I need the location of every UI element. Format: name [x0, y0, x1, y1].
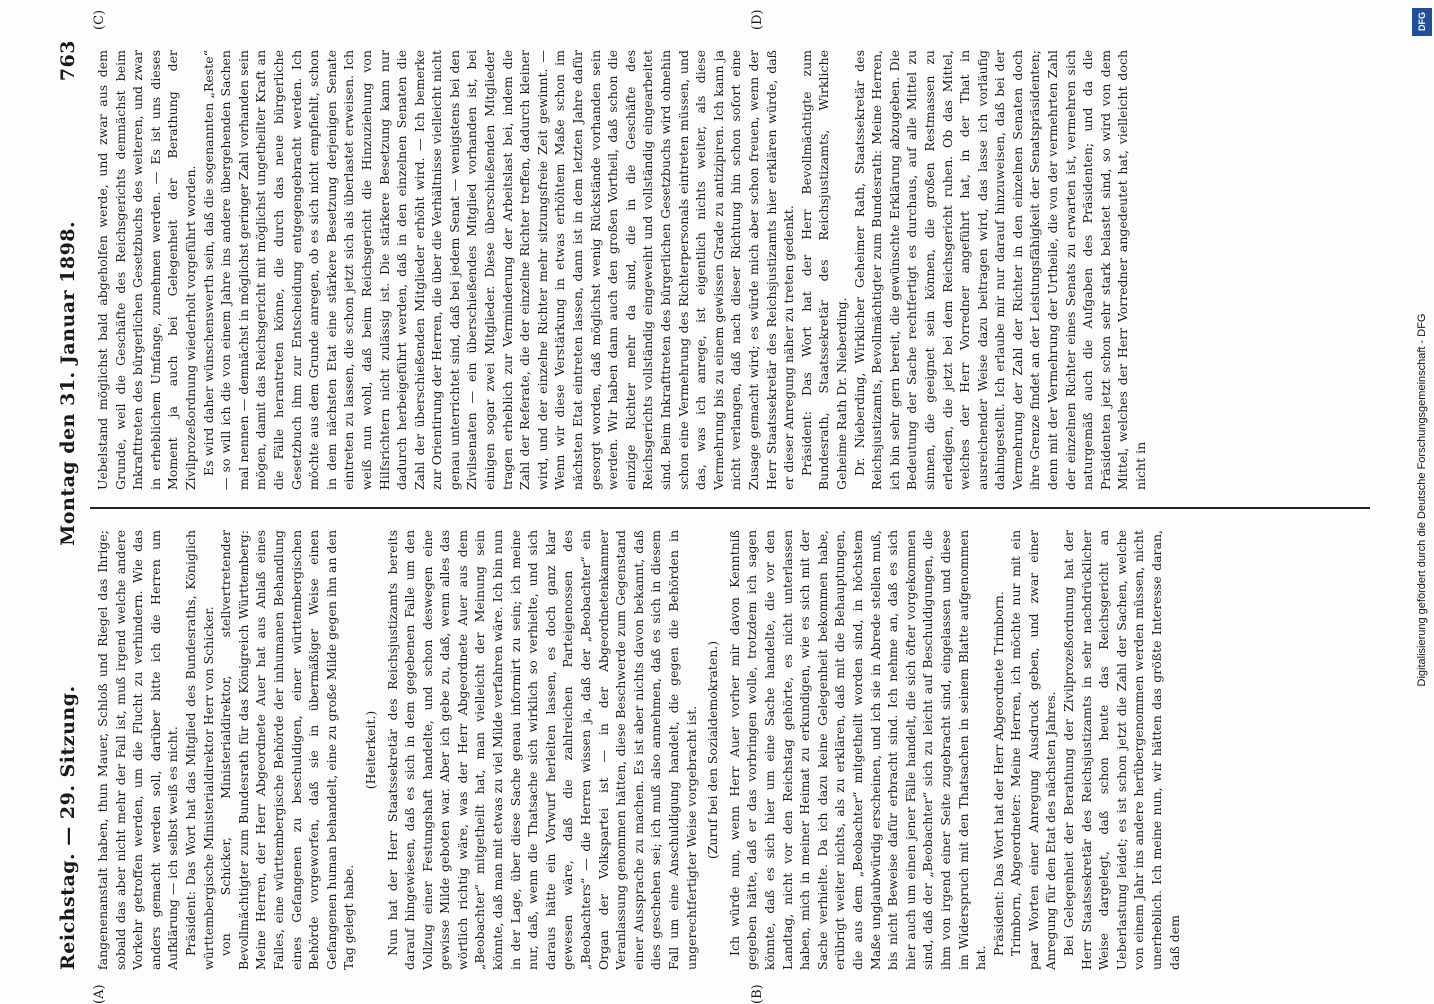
speaker-paragraph: Präsident: Das Wort hat das Mitglied des Bundesraths, Königlich württembergische Ministerialdirektor Herr von Schicker. — [182, 530, 216, 970]
paragraph: Bei Gelegenheit der Berathung der Zivilprozeßordnung hat der Herr Staatssekretär des Reichsjustizamts in sehr nachdrücklicher Weise dargelegt, daß schon heute das Reichsgericht an Ueberlastung leidet; es ist schon jetzt die Zahl der Sachen, welche von einem Jahr ins andere herübergenommen werden müssen, nicht unerheblich. Ich meine nun, wir hätten das größte Interesse daran, daß dem — [1061, 530, 1182, 970]
speech-paragraph: Trimborn, Abgeordneter: Meine Herren, ich möchte nur mit ein paar Worten einer Anregung Ausdruck geben, und zwar einer Anregung für den Etat des nächsten Jahres. — [1008, 530, 1059, 970]
margin-marker-c: (C) — [92, 9, 107, 30]
margin-marker-b: (B) — [750, 984, 765, 1004]
digitization-credit: Digitalisierung gefördert durch die Deutsche Forschungsgemeinschaft - DFG — [1416, 313, 1428, 687]
page-header — [50, 40, 86, 970]
header-session: Reichstag. — 29. Sitzung. — [57, 685, 79, 970]
page-number: 763 — [57, 40, 79, 82]
column-divider — [90, 507, 1370, 509]
paragraph: Es wird daher wünschenswerth sein, daß die sogenannten „Reste“ — so will ich die von einem Jahre ins andere übergehenden Sachen mal nennen — demnächst in möglichst geringer Zahl vorhanden sein mögen, damit das Reichsgericht mit möglichst ungetheilter Kraft an die Fälle herantreten könne, die durch das neue bürgerliche Gesetzbuch ihm zur Entscheidung entgegengebracht werden. Ich möchte aus dem Grunde anregen, ob es sich nicht empfiehlt, schon in dem nächsten Etat eine stärkere Besetzung derjenigen Senate eintreten zu lassen, die schon jetzt sich als überlastet erweisen. Ich weiß nun wohl, daß beim Reichsgericht die Hinzuziehung von Hilfsrichtern nicht zulässig ist. Die stärkere Besetzung kann nur dadurch herbeigeführt werden, daß in den einzelnen Senaten die Zahl der überschießenden Mitglieder erhöht wird. — Ich bemerke zur Orientirung der Herren, die über die Verhältnisse vielleicht nicht genau unterrichtet sind, daß bei jedem Senat — wenigstens bei den Zivilsenaten — ein überschießendes Mitglied vorhanden ist, bei einigen sogar zwei Mitglieder. Diese überschießenden Mitglieder tragen erheblich zur Verminderung der Arbeitslast bei, indem die Zahl der Referate, die der einzelne Richter treffen, dadurch kleiner wird, und der einzelne Richter mehr sitzungsfreie Zeit gewinnt. — Wenn wir diese Verstärkung in etwas erhöhtem Maße schon im nächsten Etat eintreten lassen, dann ist in dem letzten Jahre dafür gesorgt worden, daß möglichst wenig Rückstände vorhanden sein werden. Wir haben dann auch den großen Vortheil, daß schon die einzige Richter mehr da sind, die in die Geschäfte des Reichsgerichts vollständig eingeweiht und vollständig eingearbeitet sind. Beim Inkrafttreten des bürgerlichen Gesetzbuchs wird ohnehin schon eine Vermehrung des Richterpersonals eintreten müssen, und das, was ich anrege, ist eigentlich nichts weiter, als diese Vermehrung bis zu einem gewissen Grade zu antizipiren. Ich kann ja nicht verlangen, daß nach dieser Richtung hin schon sofort eine Zusage gemacht wird; es würde mich aber schon freuen, wenn der Herr Staatssekretär des Reichsjustizamts hier erklären würde, daß er dieser Anregung näher zu treten gedenkt. — [200, 50, 797, 490]
paragraph: Ich würde nun, wenn Herr Auer vorher mir davon Kenntniß gegeben hätte, daß er das vorbringen wolle, trotzdem ich sagen könnte, daß es sich hier um eine Sache handelte, die vor den Landtag, nicht vor den Reichstag gehörte, es nicht unterlassen haben, mich in meiner Heimat zu erkundigen, wie es sich mit der Sache verhielte. Da ich dazu keine Gelegenheit bekommen habe, erübrigt weiter nichts, als zu erklären, daß mit die Behauptungen, die aus dem „Beobachter“ mitgetheilt worden sind, in höchstem Maße unglaubwürdig erscheinen, und ich sie in Abrede stellen muß, bis nicht Beweise dafür erbracht sind. Ich nehme an, daß es sich hier auch um einen jener Fälle handelt, die sich öfter vorgekommen sind, daß der „Beobachter“ sich zu leicht auf Beschuldigungen, die ihm von irgend einer Seite zugebracht sind, eingelassen und diese im Widerspruch mit den Thatsachen in seinem Blatte aufgenommen hat. — [726, 530, 989, 970]
header-date: Montag den 31. Januar 1898. — [57, 220, 79, 546]
paragraph: Uebelstand möglichst bald abgeholfen werde, und zwar aus dem Grunde, weil die Geschäfte des Reichsgerichts demnächst beim Inkrafttreten des bürgerlichen Gesetzbuchs des weiteren, und zwar in erheblichem Umfange, zunehmen werden. — Es ist uns dieses Moment ja auch bei Gelegenheit der Berathung der Zivilprozeßordnung wiederholt vorgeführt worden. — [95, 50, 198, 490]
paragraph: Nun hat der Herr Staatssekretär des Reichsjustizamts bereits darauf hingewiesen, daß es sich in dem gegebenen Falle um den Vollzug einer Festungshaft handelte, und schon deswegen eine gewisse Milde geboten war. Aber ich gebe zu, daß, wenn alles das wörtlich richtig wäre, was der Herr Abgeordnete Auer aus dem „Beobachter“ mitgetheilt hat, man vielleicht der Meinung sein könnte, daß man mit etwas zu viel Milde verfahren wäre. Ich bin nun in der Lage, über diese Sache genau informirt zu sein; ich meine nur, daß, wenn die Thatsache sich wirklich so verhielte, und sich daraus hätte ein Vorwurf herleiten lassen, es doch ganz klar gewesen wäre, daß die zahlreichen Parteigenossen des „Beobachters“ — die Herren wissen ja, daß der „Beobachter“ ein Organ der Volkspartei ist — in der Abgeordnetenkammer Veranlassung genommen hätten, diese Beschwerde zum Gegenstand einer Aussprache zu machen. Es ist aber nichts davon bekannt, daß dies geschehen sei; ich muß also annehmen, daß es sich in diesem Fall um eine Anschuldigung handelt, die gegen die Behörden in ungerechtfertigter Weise vorgebracht ist. — [384, 530, 699, 970]
rotated-page-content — [50, 9, 1375, 1004]
speech-paragraph: Dr. Nieberding, Wirklicher Geheimer Rath, Staatssekretär des Reichsjustizamts, Bevollmächtigter zum Bundesrath: Meine Herren, ich bin sehr gern bereit, die gewünschte Erklärung abzugeben. Die Bedeutung der Sache rechtfertigt es durchaus, auf alle Mittel zu sinnen, die geeignet sein können, die großen Restmassen zu erledigen, die jetzt bei dem Reichsgericht ruhen. Ob das Mittel, welches der Herr Vorredner angeführt hat, in der That in ausreichender Weise dazu beitragen wird, das lasse ich vorläufig dahingestellt. Ich erlaube mir nur darauf hinzuweisen, daß bei der Vermehrung der Zahl der Richter in den einzelnen Senaten doch ihre Grenze findet an der Leistungsfähigkeit der Senatspräsidenten; denn mit der Vermehrung der Urtheile, die von der vermehrten Zahl der einzelnen Richter eines Senats zu erwarten ist, vermehren sich naturgemäß auch die Aufgaben des Präsidenten; und da die Präsidenten jetzt schon sehr stark belastet sind, so wird von dem Mittel, welches der Herr Vorredner angedeutet hat, vielleicht doch nicht in — [851, 50, 1149, 490]
dfg-logo: DFG — [1412, 8, 1432, 36]
right-column — [94, 50, 1364, 490]
left-column — [94, 530, 1364, 970]
paragraph: fangenenanstalt haben, thun Mauer, Schloß und Riegel das Ihrige; sobald das aber nicht mehr der Fall ist, muß irgend welche andere Vorkehr getroffen werden, um die Flucht zu verhindern. Wie das anders gemacht werden soll, darüber bitte ich die Herren um Aufklärung — ich selbst weiß es nicht. — [95, 530, 181, 970]
speech-paragraph: von Schicker, Ministerialdirektor, stellvertretender Bevollmächtigter zum Bundesrath für das Königreich Württemberg: Meine Herren, der Herr Abgeordnete Auer hat aus Anlaß eines Falles, eine württembergische Behörde der inhumanen Behandlung eines Gefangenen zu beschuldigen, einer württembergischen Behörde vorgeworfen, daß sie in übermäßiger Weise einen Gefangenen human behandelt, eine zu große Milde gegen ihn an den Tag gelegt habe. — [218, 530, 357, 970]
margin-marker-d: (D) — [750, 9, 765, 30]
margin-marker-a: (A) — [92, 984, 107, 1004]
interjection: (Zuruf bei den Sozialdemokraten.) — [705, 640, 721, 860]
interjection: (Heiterkeit.) — [362, 710, 378, 790]
speaker-paragraph: Präsident: Das Wort hat der Herr Abgeordnete Trimborn. — [990, 591, 1006, 956]
speaker-paragraph: Präsident: Das Wort hat der Herr Bevollmächtigte zum Bundesrath, Staatssekretär des Reichsjustizamts, Wirkliche Geheime Rath Dr. Nieberding. — [798, 50, 849, 490]
